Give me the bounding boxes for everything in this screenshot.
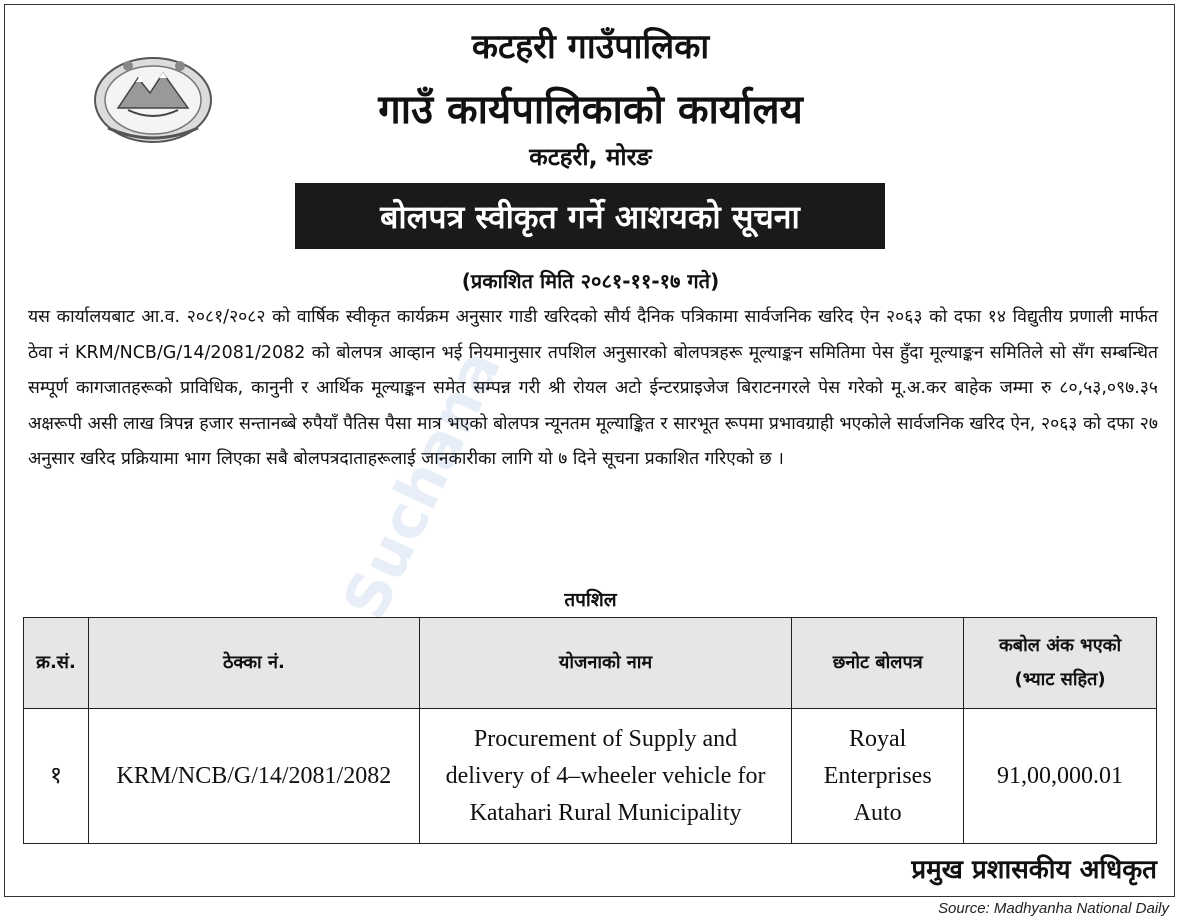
signatory-title: प्रमुख प्रशासकीय अधिकृत [911,855,1157,885]
watermark: Suchana [330,339,516,630]
office-location: कटहरी, मोरङ [529,143,652,171]
bid-amount-header-line2: (भ्याट सहित) [1014,669,1106,690]
bidder-line: Royal [849,725,907,752]
office-name: गाउँ कार्यपालिकाको कार्यालय [378,87,803,133]
col-header-selected-bid: छनोट बोलपत्र [792,618,964,709]
cell-selected-bid [792,709,964,844]
notice-body: यस कार्यालयबाट आ.व. २०८१/२०८२ को वार्षिक स्वीकृत कार्यक्रम अनुसार गाडी खरिदको सौर्य दैनिक पत्रिकामा सार्वजनिक खरिद ऐन २०६३ को दफा १४ विद्युतीय प्रणाली मार्फत ठेवा नं KRM/NCB/G/14/2081/2082 को बोलपत्र आव्हान भई नियमानुसार तपशिल अनुसारको बोलपत्रहरू मूल्याङ्कन समितिमा पेस हुँदा मूल्याङ्कन समितिले सो सँग सम्बन्धित सम्पूर्ण कागजातहरूको प्राविधिक, कानुनी र आर्थिक मूल्याङ्कन समेत सम्पन्न गरी श्री रोयल अटो ईन्टरप्राइजेज बिराटनगरले पेस गरेको मू.अ.कर बाहेक जम्मा रु ८०,५३,०९७.३५ अक्षरूपी असी लाख त्रिपन्न हजार सन्तानब्बे रुपैयाँ पैतिस पैसा मात्र भएको बोलपत्र न्यूनतम मूल्याङ्कित र सारभूत रूपमा प्रभावग्राही भएकोले सार्वजनिक खरिद ऐन, २०६३ को दफा २७ अनुसार खरिद प्रक्रियामा भाग लिएका सबै बोलपत्रदाताहरूलाई जानकारीका लागि यो ७ दिने सूचना प्रकाशित गरिएको छ । [28,307,1158,469]
bidder-line: Enterprises [823,762,932,789]
source-credit: Source: Madhyanha National Daily [938,900,1169,917]
cell-bid-amount: 91,00,000.01 [964,709,1157,844]
cell-contract-no: KRM/NCB/G/14/2081/2082 [88,709,419,844]
project-line: Procurement of Supply and [473,725,738,752]
schedule-heading: तपशिल [564,589,617,611]
project-line: delivery of 4–wheeler vehicle for [445,762,766,789]
cell-project-name [419,709,791,844]
published-date: (प्रकाशित मिति २०८१-११-१७ गते) [461,269,720,293]
cell-sn: १ [24,709,89,844]
col-header-bid-amount [964,618,1157,709]
bid-amount-header-line1: कबोल अंक भएको [998,635,1122,656]
schedule-table [23,617,1157,844]
municipality-name: कटहरी गाउँपालिका [471,27,710,67]
table-row [24,709,1157,844]
col-header-sn: क्र.सं. [24,618,89,709]
bidder-line: Auto [853,799,902,826]
notice-title: बोलपत्र स्वीकृत गर्ने आशयको सूचना [295,183,885,249]
project-line: Katahari Rural Municipality [469,799,742,826]
col-header-contract-no: ठेक्का नं. [88,618,419,709]
col-header-project-name: योजनाको नाम [419,618,791,709]
table-header-row [24,618,1157,709]
